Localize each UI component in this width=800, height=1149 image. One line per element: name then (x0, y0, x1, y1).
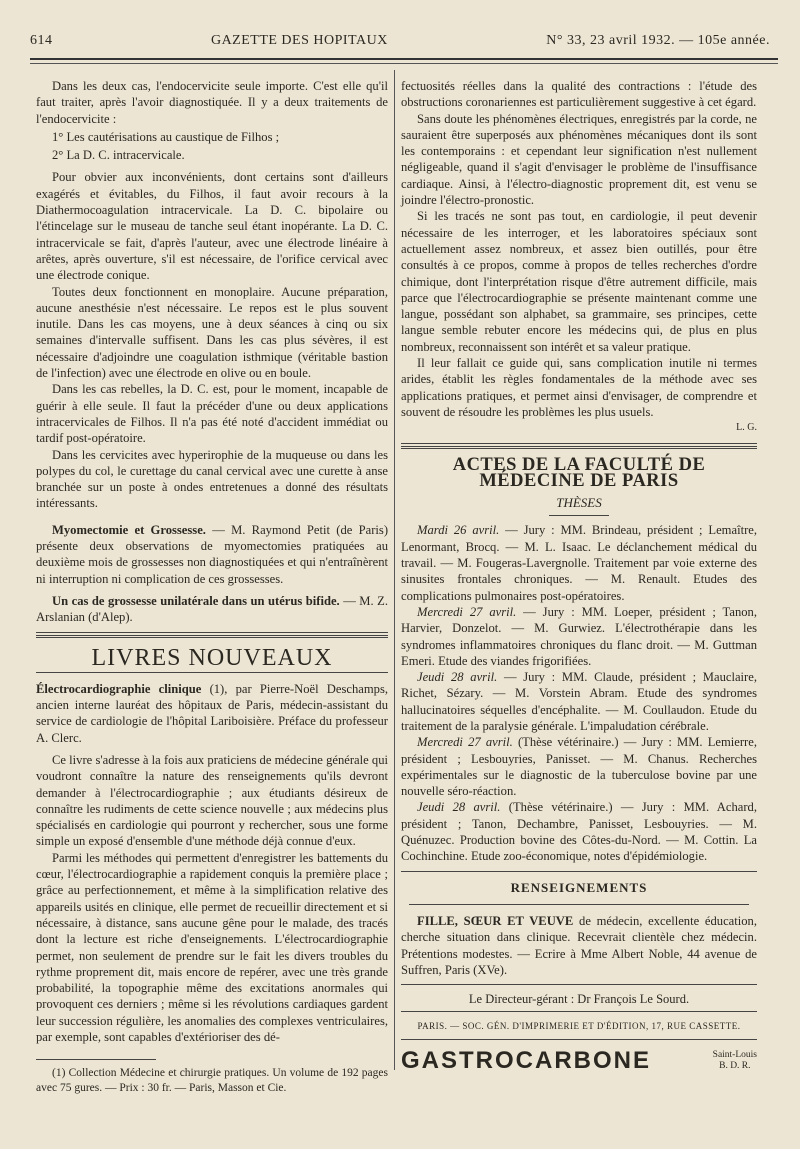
thesis-body: — Jury : MM. Brindeau, président ; Lemaître, Lenormant, Brocq. — M. L. Isaac. Le déclanchement médical du travail. — M. Fougeras-Lavergnolle. Traitement par voie externe des sinusites frontales chroniques. — M. Renault. Etudes des complications pulmonaires post-opératoires. (401, 523, 757, 603)
thesis-body: (Thèse vétérinaire.) — Jury : MM. Achard, président ; Tanon, Dechambre, Panisset, Lesbouyries. — M. Quénuzec. Production bovine des Côtes-du-Nord. — M. Cottin. La Cochinchine. Etude zoo-économique, notes d'épidémiologie. (401, 800, 757, 864)
right-column (401, 78, 757, 1072)
paragraph: Pour obvier aux inconvénients, dont certains sont d'ailleurs exagérés et évitables, du Filhos, il faut avoir recours à la Diathermocoagulation intracervicale. La D. C. bipolaire ou l'étincelage sur le museau de tanche seul étant inopérante. La D. C. intracervicale se fait, d'après l'auteur, avec une électrode linéaire à arêtes, après ouverture, s'il est nécessaire, de l'orifice cervical avec une électrode conique. (36, 170, 388, 283)
paragraph-lead: Myomectomie et Grossesse. (52, 522, 206, 537)
section-rule (401, 446, 757, 449)
paragraph: Dans les cas rebelles, la D. C. est, pour le moment, incapable de guérir à elle seule. Il faut la précéder d'une ou deux applications intracervicales de Filhos. Il n'a pas été noté d'accident immédiat ou tardif post-opératoire. (36, 382, 388, 446)
paragraph: Dans les deux cas, l'endocervicite seule importe. C'est elle qu'il faut traiter, après l'avoir diagnostiquée. Il y a deux traitements de l'endocervicite : (36, 79, 388, 126)
thesis-date: Jeudi 28 avril. (417, 670, 498, 685)
book-entry (36, 681, 388, 746)
section-rule (36, 632, 388, 633)
section-rule (401, 443, 757, 444)
section-title-actes: ACTES DE LA FACULTÉ DE MÉDECINE DE PARIS (452, 454, 706, 491)
paragraph: Toutes deux fonctionnent en monoplaire. Aucune préparation, aucune anesthésie n'est nécessaire. Le repos est le plus souvent inutile. Dans les cas moyens, une à deux séances à cinq ou six semaines d'intervalle suffisent. Dans les cas plus sévères, il est nécessaire d'adjoindre une coagulation isthmique (véritable bastion de l'infection) avec une électrode en olive ou en boule. (36, 284, 388, 381)
thesis-body: — Jury : MM. Claude, président ; Mauclaire, Richet, Sézary. — M. Vorstein Abram. Etude des syndromes hallucinatoires séquelles d'encéphalite. — M. Coullaudon. Etude du traitement de la paralysie générale. L'impaludation cérébrale. (401, 670, 757, 733)
director-line: Le Directeur-gérant : Dr François Le Sourd. (468, 992, 690, 1007)
thesis-entry (401, 522, 757, 603)
advertisement (401, 1046, 757, 1074)
thesis-date: Mercredi 27 avril. (417, 604, 517, 619)
paragraph: Dans les cervicites avec hyperirophie de la muqueuse ou dans les polypes du col, le curettage du canal cervical avec une curette à anse branchée sur un poste à ondes entretenues a donné des résultats intéressants. (36, 447, 388, 511)
thesis-entry (401, 604, 757, 669)
short-rule (409, 904, 749, 905)
section-rule (401, 1039, 757, 1040)
book-reference: (1), par Pierre-Noël Deschamps, ancien interne lauréat des hôpitaux de Paris, médecin-assistant du service de cardiologie de l'hôpital Lariboisière. Préface du professeur A. Clerc. (36, 681, 388, 745)
brand-name: GASTROCARBONE (401, 1046, 652, 1074)
paragraph: Il leur fallait ce guide qui, sans complication inutile ni termes arides, établit les règles fondamentales de la méthode avec ses applications pratiques, et permet ainsi d'envisager, de comprendre et souvent de résoudre les problèmes les plus usuels. (401, 356, 757, 419)
classified-body: de médecin, excellente éducation, cherche situation dans clinique. Recevrait clientèle chez médecin. Prétentions modestes. — Ecrire à Mme Albert Noble, 44 avenue de Suffren, Paris (XVe). (401, 913, 757, 977)
paragraph-body: — M. Z. Arslanian (d'Alep). (36, 593, 388, 625)
footnote-rule (36, 1059, 156, 1060)
paragraph: Sans doute les phénomènes électriques, enregistrés par la corde, ne sauraient être superposés aux phénomènes mécaniques dont ils sont les contemporains : et cependant leur signification n'est nullement négligeable, quand il s'agit d'envisager le problème de l'insuffisance cardiaque. Ainsi, à l'électro-diagnostic proprement dit, est venu se joindre l'électro-pronostic. (401, 111, 757, 208)
footnote: (1) Collection Médecine et chirurgie pratiques. Un volume de 192 pages avec 75 gures. — Prix : 30 fr. — Paris, Masson et Cie. (36, 1067, 388, 1095)
thesis-body: (Thèse vétérinaire.) — Jury : MM. Lemierre, président ; Lesbouyries, Panisset. — M. Chanus. Recherches expérimentales sur le diagnostic de la tuberculose bovine par une nouvelle séro-réaction. (401, 735, 757, 799)
brand-location-line: Saint-Louis (712, 1049, 757, 1060)
page-number: 614 (30, 33, 53, 48)
book-title: Électrocardiographie clinique (36, 681, 202, 696)
section-rule (36, 672, 388, 673)
thesis-entry (401, 799, 757, 864)
header-rule (30, 58, 778, 60)
short-rule (549, 515, 609, 516)
classified-ad (401, 913, 757, 978)
column-divider (394, 70, 395, 1070)
theses-title: THÈSES (556, 495, 602, 511)
thesis-date: Jeudi 28 avril. (417, 800, 501, 815)
section-rule (401, 1011, 757, 1012)
section-title-livres: LIVRES NOUVEAUX (91, 644, 333, 671)
list-item: 2° La D. C. intracervicale. (52, 148, 185, 163)
brand-location (713, 1050, 757, 1072)
publication-title: GAZETTE DES HOPITAUX (210, 33, 388, 48)
section-rule (401, 871, 757, 872)
thesis-date: Mardi 26 avril. (417, 523, 500, 538)
paragraph (36, 593, 388, 626)
left-column (36, 78, 388, 1096)
signature: L. G. (736, 422, 757, 434)
issue-line: N° 33, 23 avril 1932. — 105e année. (546, 33, 770, 48)
classified-lead: FILLE, SŒUR ET VEUVE (417, 913, 574, 928)
page-header (30, 30, 770, 52)
paragraph (36, 522, 388, 587)
header-rule-thin (30, 63, 778, 64)
section-rule (401, 984, 757, 985)
paragraph-lead: Un cas de grossesse unilatérale dans un utérus bifide. (52, 593, 340, 608)
paragraph-body: — M. Raymond Petit (de Paris) présente deux observations de myomectomies pratiquées au deuxième mois de grossesses non diagnostiquées et qui n'entraînèrent ni interruption ni complication de ces grossesses. (36, 522, 389, 586)
paragraph: Ce livre s'adresse à la fois aux praticiens de médecine générale qui voudront connaître la nature des renseignements qu'ils devront demander à l'électrocardiographie ; aux étudiants désireux de connaître les rudiments de cette science nouvelle ; aux médecins plus spécialisés en cardiologie qui pourront y rechercher, sous une forme simple un exposé d'ensemble d'une méthode déjà connue d'eux. (36, 752, 388, 849)
paragraph: Si les tracés ne sont pas tout, en cardiologie, il peut devenir nécessaire de les interroger, et les laboratoires spéciaux sont actuellement assez nombreux, et assez bien outillés, pour être consultés à ce propos, comme à propos de telles recherches d'ordre chimique, dont l'interprétation risque d'être autrement difficile, mais parce que l'électrocardiographie se présente maintenant comme une langue, possédant son alphabet, sa grammaire, ses principes, cette langue semble rebuter encore les médecins qui, de plus en plus nombreux, reconnaissent son intérêt et sa valeur pratique. (401, 209, 757, 354)
thesis-date: Mercredi 27 avril. (417, 735, 513, 750)
list-item: 1° Les cautérisations au caustique de Filhos ; (52, 129, 280, 144)
section-rule (36, 635, 388, 638)
thesis-entry (401, 669, 757, 734)
printer-line: PARIS. — SOC. GÉN. D'IMPRIMERIE ET D'ÉDITION, 17, RUE CASSETTE. (417, 1021, 741, 1032)
brand-location-line: B. D. R. (719, 1060, 751, 1071)
thesis-body: — Jury : MM. Loeper, président ; Tanon, Harvier, Donzelot. — M. Gurwiez. L'électrothérapie dans les syndromes inflammatoires chroniques du flanc droit. — M. Guttman Emeri. Etude des viandes frigorifiées. (401, 604, 757, 668)
section-title-renseignements: RENSEIGNEMENTS (510, 879, 648, 895)
paragraph: Parmi les méthodes qui permettent d'enregistrer les battements du cœur, l'électrocardiographie a rapidement conquis la première place ; grâce au perfectionnement, et même à la simplification relative des appareils usités en clinique, elle permet de recueillir directement et si nécessaire, à distance, sans aucune gêne pour le malade, des tracés dont la lecture est riche d'enseignements. L'électrocardiographie permet, non seulement de prendre sur le fait les divers troubles du rythme proprement dit, mais encore de repérer, avec une très grande probabilité, la topographie même des excitations anormales qui provoquent ces derniers ; même si les révolutions cardiaques gardent leur succession régulière, les anomalies des complexes ventriculaires, par exemple, sont capables d'extérioriser des dé- (36, 850, 388, 1045)
paragraph: fectuosités réelles dans la qualité des contractions : l'étude des obstructions coronariennes est particulièrement suggestive à cet égard. (401, 79, 757, 110)
thesis-entry (401, 734, 757, 799)
